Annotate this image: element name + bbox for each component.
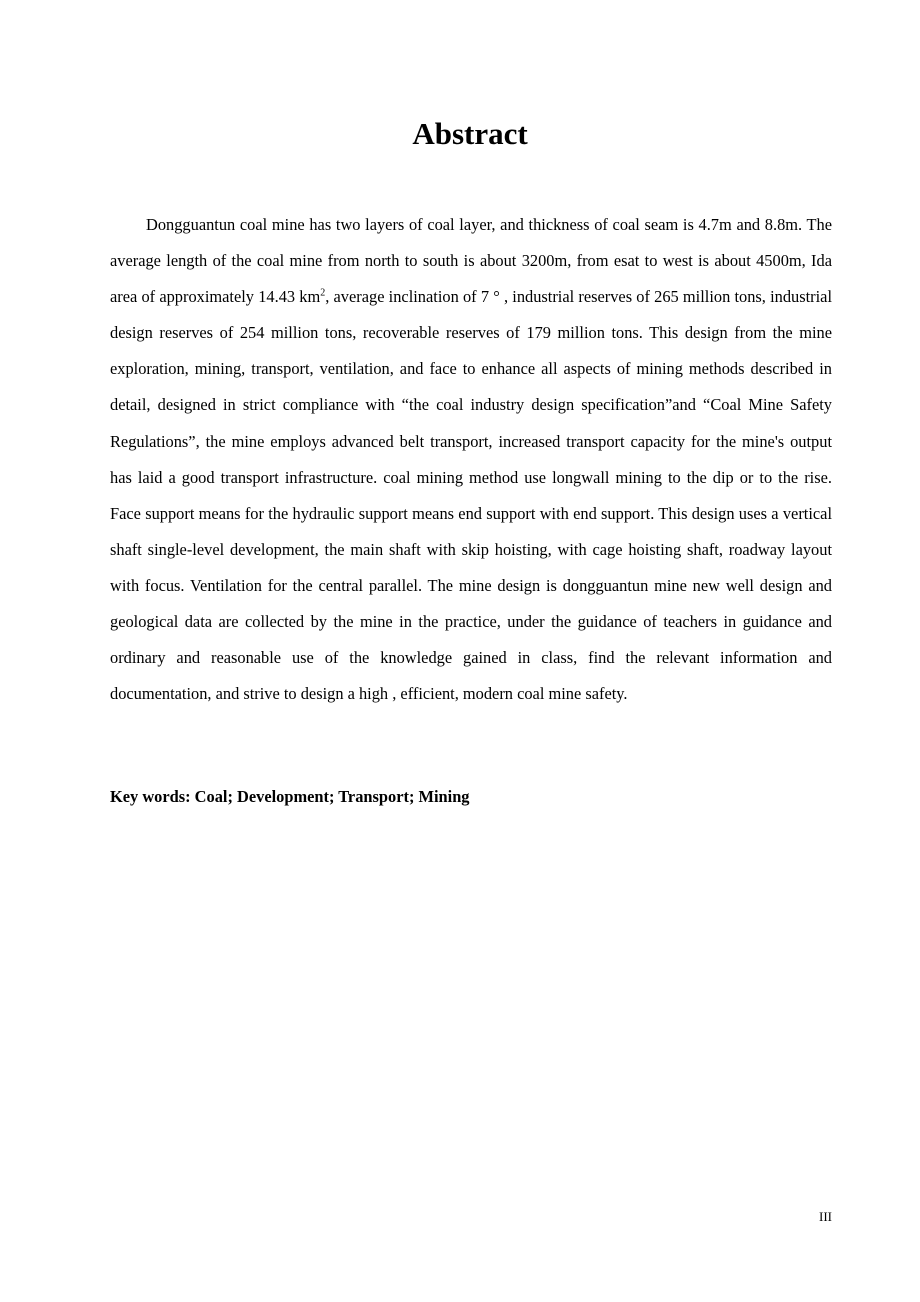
abstract-text-part1: Dongguantun coal mine has two layers of coal layer, and thickness of coal seam is 4.7m and 8.8m. The average length of the coal mine from north to south is about 3200m, from esat to west is about 4500m, Ida area of approximately 14.43 km — [110, 215, 832, 307]
page-number: III — [819, 1209, 832, 1224]
abstract-text-part2: , average inclination of 7 ° , industrial reserves of 265 million tons, industrial design reserves of 254 million tons, recoverable reserves of 179 million tons. This design from the mine exploration, mining, transport, ventilation, and face to enhance all aspects of mining methods described in detail, designed in strict compliance with “the coal industry design specification”and “Coal Mine Safety Regulations”, the mine employs advanced belt transport, increased transport capacity for the mine's output has laid a good transport infrastructure. coal mining method use longwall mining to the dip or to the rise. Face support means for the hydraulic support means end support with end support. This design uses a vertical shaft single-level development, the main shaft with skip hoisting, with cage hoisting shaft, roadway layout with focus. Ventilation for the central parallel. The mine design is dongguantun mine new well design and geological data are collected by the mine in the practice, under the guidance of teachers in guidance and ordinary and reasonable use of the knowledge gained in class, find the relevant information and documentation, and strive to design a high , efficient, modern coal mine safety. — [110, 287, 833, 704]
area-unit-superscript: 2 — [320, 287, 326, 299]
abstract-paragraph — [110, 207, 832, 712]
keywords-line: Key words: Coal; Development; Transport; Mining — [110, 787, 470, 806]
page-title: Abstract — [412, 116, 528, 151]
